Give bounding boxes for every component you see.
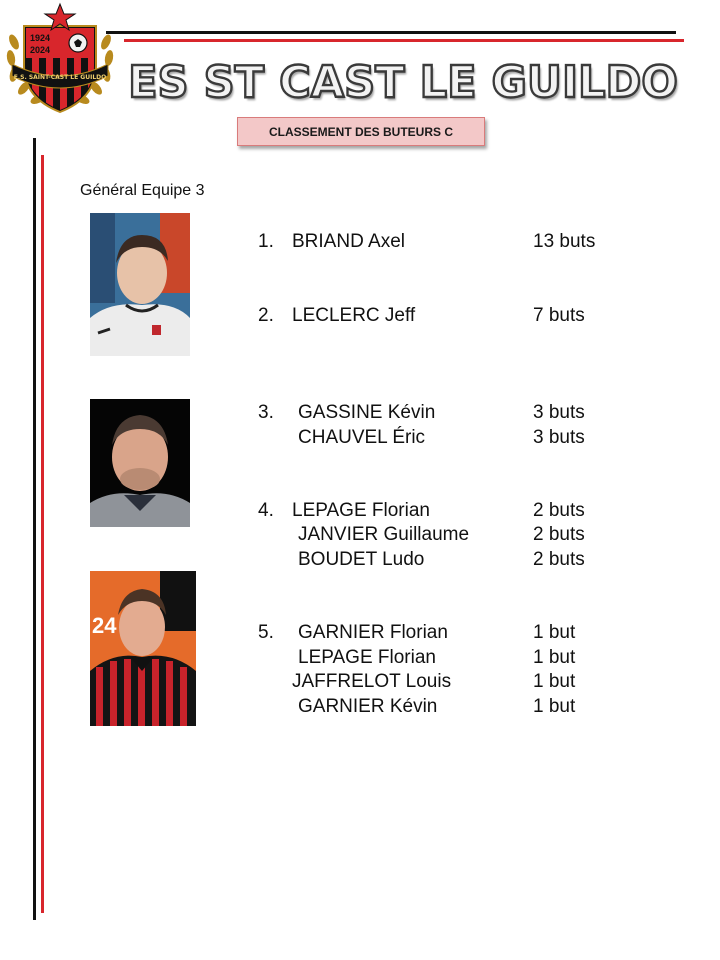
club-crest-logo [2,2,118,120]
player-name: LEPAGE Florian [298,647,436,668]
goal-count: 2 buts [533,549,585,570]
crest-year-end: 2024 [29,45,51,55]
player-name: JAFFRELOT Louis [292,671,452,692]
subtitle-badge [237,117,485,146]
player-name: CHAUVEL Éric [298,427,426,448]
goal-count: 7 buts [533,305,585,326]
player-photo-3 [90,571,196,726]
subtitle-text: CLASSEMENT DES BUTEURS C [268,124,453,139]
goal-count: 2 buts [533,500,585,521]
goal-count: 1 but [533,647,576,668]
goal-count: 13 buts [533,231,596,252]
svg-text:24: 24 [92,613,117,638]
goal-count: 1 but [533,622,576,643]
player-name: GARNIER Florian [298,622,448,643]
section-title: Général Equipe 3 [80,182,205,199]
player-photo-2 [90,399,190,527]
player-name: JANVIER Guillaume [298,524,470,545]
side-rule-black [33,138,36,920]
header-rule-red [124,39,684,42]
player-name: GASSINE Kévin [298,402,436,423]
goal-count: 3 buts [533,427,585,448]
player-name: LEPAGE Florian [292,500,430,521]
rank-number: 1. [258,231,274,252]
player-name: BOUDET Ludo [298,549,425,570]
rank-number: 2. [258,305,274,326]
goal-count: 2 buts [533,524,585,545]
goal-count: 1 but [533,696,576,717]
rank-number: 4. [258,500,274,521]
goal-count: 1 but [533,671,576,692]
player-name: BRIAND Axel [292,231,405,252]
goal-count: 3 buts [533,402,585,423]
player-photo-1 [90,213,190,356]
club-title: ES ST CAST LE GUILDO [128,56,678,108]
rank-number: 5. [258,622,274,643]
crest-ring-text: E.S. SAINT-CAST LE GUILDO [13,74,107,81]
player-name: LECLERC Jeff [292,305,416,326]
crest-year-start: 1924 [29,33,51,43]
header-rule-black [106,31,676,34]
side-rule-red [41,155,44,913]
rank-number: 3. [258,402,274,423]
player-name: GARNIER Kévin [298,696,438,717]
